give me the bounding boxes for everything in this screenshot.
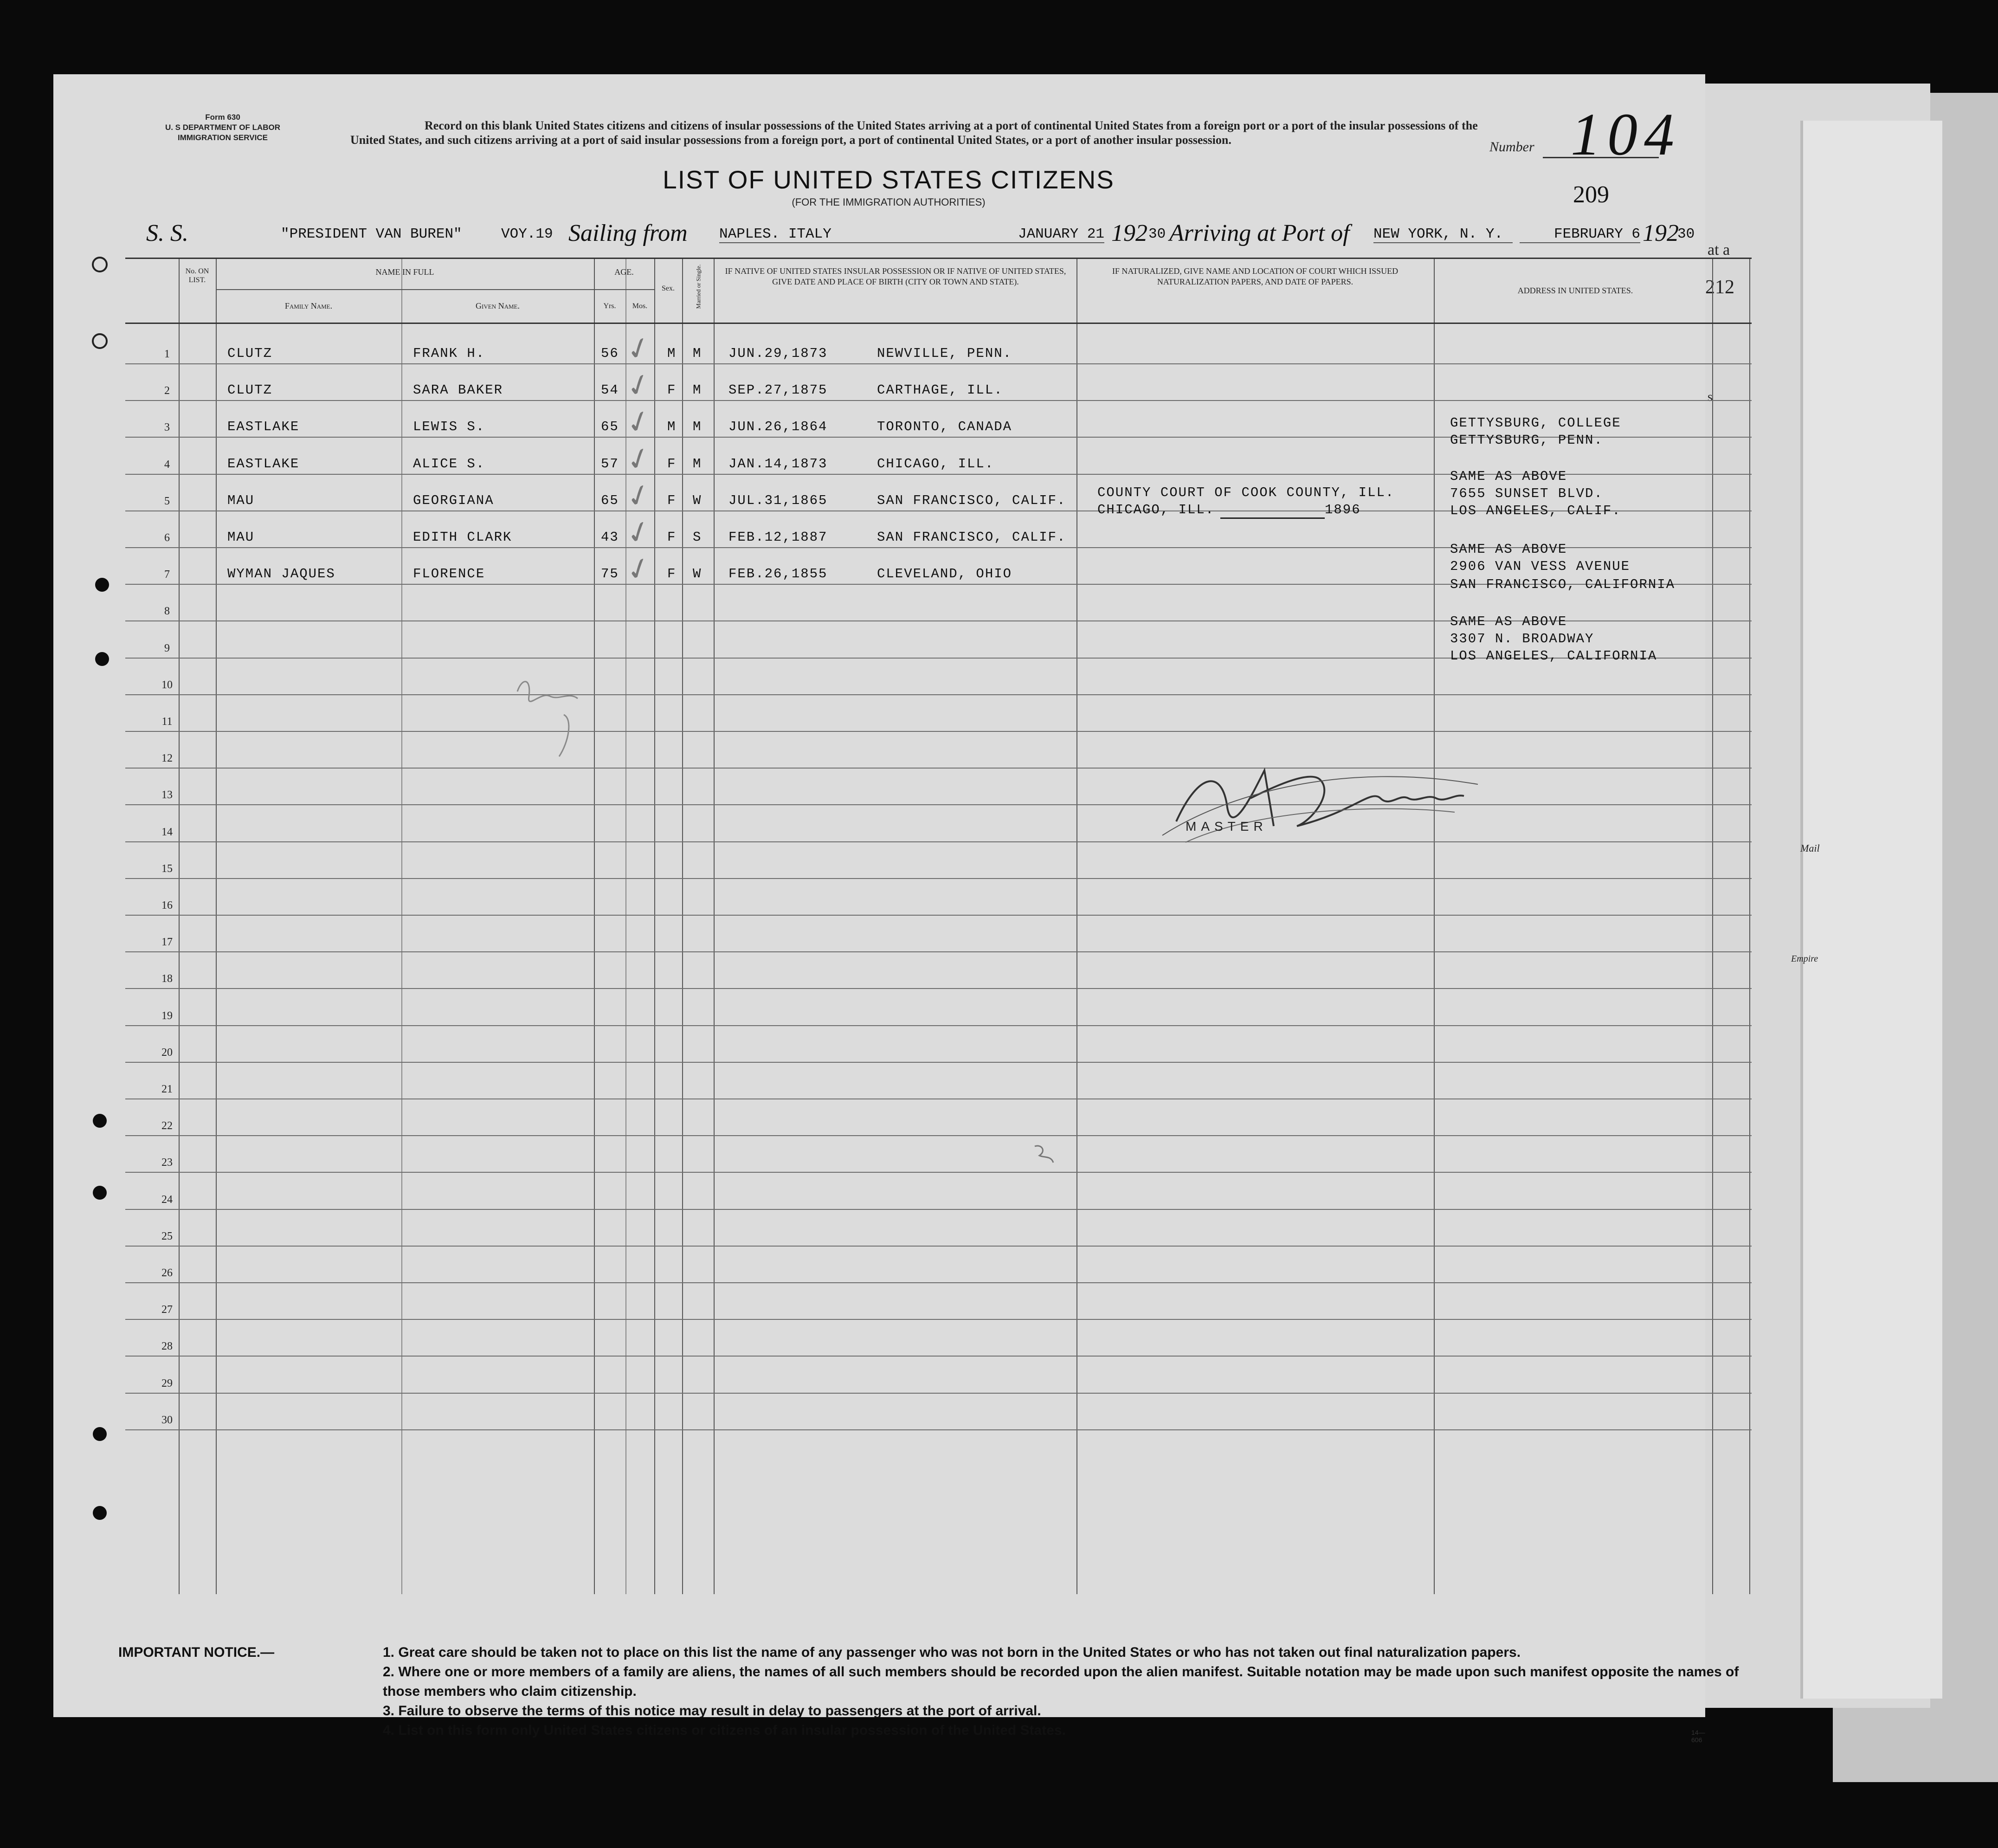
row-rule: [125, 1282, 1752, 1283]
arriving-label: Arriving at Port of: [1169, 220, 1350, 246]
naturalization-year: 1896: [1325, 502, 1361, 517]
service-name: IMMIGRATION SERVICE: [178, 133, 268, 142]
row-number: 21: [161, 1083, 173, 1095]
check-mark: ✓: [622, 439, 656, 479]
sheet-number: 209: [1573, 181, 1609, 208]
notice-item: 3. Failure to observe the terms of this notice may result in delay to passengers at the port of arrival.: [383, 1703, 1041, 1719]
column-rule: [1434, 258, 1435, 1594]
header-years: Yrs.: [603, 302, 616, 310]
row-number: 22: [161, 1120, 173, 1132]
row-number: 27: [161, 1304, 173, 1316]
row-number: 16: [161, 899, 173, 911]
address-line: SAN FRANCISCO, CALIFORNIA: [1450, 577, 1676, 592]
ss-label: S. S.: [146, 220, 188, 246]
header-months: Mos.: [632, 302, 648, 310]
sailing-label: Sailing from: [568, 220, 688, 246]
form-identifier: [125, 112, 320, 143]
arrival-year-prefix: 192: [1643, 220, 1679, 246]
marital-status-cell: S: [693, 530, 702, 545]
row-rule: [125, 1209, 1752, 1210]
manifest-table: [125, 258, 1752, 1594]
column-rule: [1749, 258, 1750, 1594]
row-rule: [125, 1393, 1752, 1394]
sex-cell: F: [667, 566, 677, 582]
form-number: Form 630: [205, 113, 240, 122]
row-number: 17: [161, 936, 173, 949]
marital-status-cell: M: [693, 419, 702, 435]
row-rule: [125, 363, 1752, 364]
header-given-name: Given Name.: [476, 301, 520, 310]
marital-status-cell: M: [693, 346, 702, 361]
row-rule: [125, 878, 1752, 879]
row-rule: [125, 1356, 1752, 1357]
birth-place-cell: SAN FRANCISCO, CALIF.: [877, 530, 1066, 545]
family-name-cell: CLUTZ: [227, 346, 273, 361]
row-rule: [125, 915, 1752, 916]
manifest-sheet: [53, 74, 1739, 1744]
row-number: 7: [164, 569, 170, 581]
sailing-year-prefix: 192: [1111, 220, 1147, 246]
birth-date-cell: FEB.26,1855: [728, 566, 828, 582]
pencil-mark: [1032, 1142, 1056, 1165]
row-rule: [125, 951, 1752, 952]
address-line: 7655 SUNSET BLVD.: [1450, 486, 1603, 501]
notice-item: 2. Where one or more members of a family are aliens, the names of all such members should be recorded upon the alien manifest. Suitable notation may be made upon such manifest opposite the names of those members who claim citizenship.: [383, 1664, 1739, 1699]
check-mark: ✓: [622, 549, 656, 589]
address-line: GETTYSBURG, PENN.: [1450, 433, 1603, 448]
behind-sheet-handwriting: Empire: [1791, 954, 1818, 964]
age-cell: 56: [601, 346, 619, 361]
given-name-cell: ALICE S.: [413, 456, 485, 472]
birth-place-cell: NEWVILLE, PENN.: [877, 346, 1012, 361]
notice-heading: IMPORTANT NOTICE.—: [118, 1645, 275, 1660]
behind-sheet-handwriting: Mail: [1800, 842, 1820, 854]
notice-item: 1. Great care should be taken not to place on this list the name of any passenger who was not born in the United States or who has not taken out final naturalization papers.: [383, 1645, 1521, 1660]
row-rule: [125, 1098, 1752, 1099]
row-rule: [125, 731, 1752, 732]
number-underline: [1543, 157, 1659, 158]
naturalization-court: COUNTY COURT OF COOK COUNTY, ILL.: [1097, 485, 1395, 500]
list-number: 104: [1571, 101, 1681, 168]
row-number: 2: [164, 385, 170, 397]
column-rule: [401, 258, 402, 1594]
row-number: 3: [164, 421, 170, 434]
form-instructions: Record on this blank United States citizens and citizens of insular possessions of the United States arriving at a port of continental United States from a foreign port or a port of the insular possessions of the United States, and such citizens arriving at a port of said insular possessions from a foreign port, a port of continental United States, or a port of another insular possession.: [350, 119, 1478, 147]
manifest-page: [53, 74, 1739, 1744]
birth-date-cell: JAN.14,1873: [728, 456, 828, 472]
column-rule: [594, 258, 595, 1594]
row-number: 1: [164, 348, 170, 360]
header-name-in-full: NAME IN FULL: [375, 267, 434, 277]
check-mark: ✓: [622, 366, 656, 405]
number-label: Number: [1489, 139, 1534, 155]
row-rule: [125, 804, 1752, 805]
column-rule: [1712, 258, 1713, 1594]
row-rule: [125, 1246, 1752, 1247]
age-subheader-rule: [594, 289, 654, 290]
address-line: 2906 VAN VESS AVENUE: [1450, 559, 1631, 574]
header-naturalization: IF NATURALIZED, GIVE NAME AND LOCATION OF COURT WHICH ISSUED NATURALIZATION PAPERS, AND DATE OF PAPERS.: [1112, 266, 1399, 286]
given-name-cell: LEWIS S.: [413, 419, 485, 435]
row-rule: [125, 694, 1752, 695]
birth-date-cell: JUN.26,1864: [728, 419, 828, 435]
row-number: 13: [161, 789, 173, 801]
given-name-cell: SARA BAKER: [413, 382, 503, 398]
age-cell: 54: [601, 382, 619, 398]
marital-status-cell: W: [693, 566, 702, 582]
row-number: 26: [161, 1267, 173, 1279]
department-name: U. S DEPARTMENT OF LABOR: [165, 123, 281, 132]
age-cell: 43: [601, 530, 619, 545]
sex-cell: M: [667, 419, 677, 435]
row-number: 24: [161, 1193, 173, 1206]
birth-date-cell: SEP.27,1875: [728, 382, 828, 398]
row-rule: [125, 1319, 1752, 1320]
family-name-cell: MAU: [227, 492, 255, 508]
sex-cell: F: [667, 382, 677, 398]
column-rule: [682, 258, 683, 1594]
age-cell: 75: [601, 566, 619, 582]
row-rule: [125, 841, 1752, 842]
marital-status-cell: M: [693, 456, 702, 472]
birth-date-cell: JUN.29,1873: [728, 346, 828, 361]
naturalization-location: CHICAGO, ILL.: [1097, 502, 1215, 517]
family-name-cell: MAU: [227, 530, 255, 545]
birth-place-cell: CLEVELAND, OHIO: [877, 566, 1012, 582]
row-number: 29: [161, 1377, 173, 1389]
birth-place-cell: SAN FRANCISCO, CALIF.: [877, 492, 1066, 508]
punch-hole: [93, 1427, 107, 1441]
form-code: 14—606: [1691, 1729, 1705, 1744]
row-rule: [125, 1429, 1752, 1430]
row-number: 8: [164, 605, 170, 618]
behind-sheet-text: at a: [1708, 241, 1730, 258]
family-name-cell: WYMAN JAQUES: [227, 566, 335, 582]
row-number: 5: [164, 495, 170, 507]
row-number: 4: [164, 458, 170, 471]
address-line: SAME AS ABOVE: [1450, 614, 1567, 629]
row-rule: [125, 1135, 1752, 1136]
row-rule: [125, 988, 1752, 989]
page-title: LIST OF UNITED STATES CITIZENS: [663, 165, 1115, 194]
age-cell: 57: [601, 456, 619, 472]
family-name-cell: CLUTZ: [227, 382, 273, 398]
row-number: 9: [164, 642, 170, 654]
address-line: 3307 N. BROADWAY: [1450, 631, 1594, 646]
birth-date-cell: FEB.12,1887: [728, 530, 828, 545]
header-bottom-rule: [125, 323, 1752, 324]
column-rule: [216, 258, 217, 1594]
birth-place-cell: CHICAGO, ILL.: [877, 456, 994, 472]
punch-hole: [92, 257, 108, 272]
table-top-rule: [125, 258, 1752, 259]
address-line: SAME AS ABOVE: [1450, 542, 1567, 557]
sex-cell: F: [667, 456, 677, 472]
header-married-single: Married or Single.: [695, 264, 702, 309]
background-sheet-near: [1800, 121, 1942, 1699]
row-rule: [125, 1062, 1752, 1063]
ship-name: "PRESIDENT VAN BUREN": [281, 226, 462, 242]
row-number: 12: [161, 752, 173, 765]
row-number: 19: [161, 1009, 173, 1022]
notice-item: 4. List on this form only United States citizens or citizens of an insular possession of the United States.: [383, 1723, 1066, 1738]
arrival-year: 30: [1677, 226, 1695, 242]
address-line: LOS ANGELES, CALIFORNIA: [1450, 648, 1657, 664]
sex-cell: F: [667, 492, 677, 508]
row-number: 23: [161, 1157, 173, 1169]
marital-status-cell: M: [693, 382, 702, 398]
voyage-number: VOY.19: [501, 226, 553, 242]
header-no-on-list: No. ON LIST.: [185, 267, 209, 284]
name-subheader-rule: [216, 289, 594, 290]
given-name-cell: GEORGIANA: [413, 492, 494, 508]
age-cell: 65: [601, 419, 619, 435]
marital-status-cell: W: [693, 492, 702, 508]
punch-hole: [93, 1186, 107, 1200]
sailing-port: NAPLES. ITALY: [719, 226, 1007, 243]
header-family-name: Family Name.: [284, 301, 333, 310]
arrival-port: NEW YORK, N. Y.: [1373, 226, 1513, 243]
master-label: MASTER: [1186, 819, 1268, 834]
voyage-line: [146, 216, 1724, 253]
punch-hole: [92, 333, 108, 349]
given-name-cell: EDITH CLARK: [413, 530, 512, 545]
check-mark: ✓: [622, 402, 656, 442]
check-mark: ✓: [622, 329, 656, 368]
header-address: ADDRESS IN UNITED STATES.: [1517, 286, 1633, 295]
punch-hole: [93, 1506, 107, 1520]
arrival-date: FEBRUARY 6: [1520, 226, 1640, 243]
header-birth: IF NATIVE OF UNITED STATES INSULAR POSSESSION OR IF NATIVE OF UNITED STATES, GIVE DATE AND PLACE OF BIRTH (CITY OR TOWN AND STATE).: [725, 266, 1066, 286]
column-rule: [654, 258, 655, 1594]
row-rule: [125, 1172, 1752, 1173]
sailing-year: 30: [1148, 226, 1166, 242]
row-number: 25: [161, 1230, 173, 1242]
row-rule: [125, 400, 1752, 401]
row-number: 11: [161, 716, 173, 728]
check-mark: ✓: [622, 513, 656, 552]
family-name-cell: EASTLAKE: [227, 419, 300, 435]
sailing-date: JANUARY 21: [951, 226, 1104, 243]
column-rule: [714, 258, 715, 1594]
sex-cell: M: [667, 346, 677, 361]
page-subtitle: (FOR THE IMMIGRATION AUTHORITIES): [792, 196, 986, 208]
address-line: LOS ANGELES, CALIF.: [1450, 503, 1621, 518]
naturalization-blank: [1220, 517, 1325, 519]
given-name-cell: FLORENCE: [413, 566, 485, 582]
behind-sheet-text: s: [1708, 390, 1713, 404]
punch-hole: [93, 1114, 107, 1128]
sex-cell: F: [667, 530, 677, 545]
row-number: 14: [161, 826, 173, 838]
punch-hole: [95, 652, 109, 666]
birth-date-cell: JUL.31,1865: [728, 492, 828, 508]
birth-place-cell: TORONTO, CANADA: [877, 419, 1012, 435]
header-sex: Sex.: [662, 284, 675, 292]
behind-sheet-number: 212: [1705, 277, 1734, 298]
header-age: AGE.: [614, 267, 634, 277]
row-number: 30: [161, 1414, 173, 1426]
column-rule: [1076, 258, 1077, 1594]
address-line: GETTYSBURG, COLLEGE: [1450, 415, 1621, 431]
row-rule: [125, 768, 1752, 769]
row-number: 10: [161, 678, 173, 691]
row-number: 28: [161, 1340, 173, 1353]
row-number: 18: [161, 973, 173, 985]
age-cell: 65: [601, 492, 619, 508]
row-number: 15: [161, 862, 173, 875]
row-number: 6: [164, 532, 170, 544]
punch-hole: [95, 578, 109, 592]
check-mark: ✓: [622, 476, 656, 516]
address-line: SAME AS ABOVE: [1450, 469, 1567, 484]
family-name-cell: EASTLAKE: [227, 456, 300, 472]
given-name-cell: FRANK H.: [413, 346, 485, 361]
birth-place-cell: CARTHAGE, ILL.: [877, 382, 1003, 398]
row-number: 20: [161, 1046, 173, 1059]
master-signature: [1158, 743, 1482, 854]
pencil-annotation: [513, 673, 582, 761]
row-rule: [125, 1025, 1752, 1026]
